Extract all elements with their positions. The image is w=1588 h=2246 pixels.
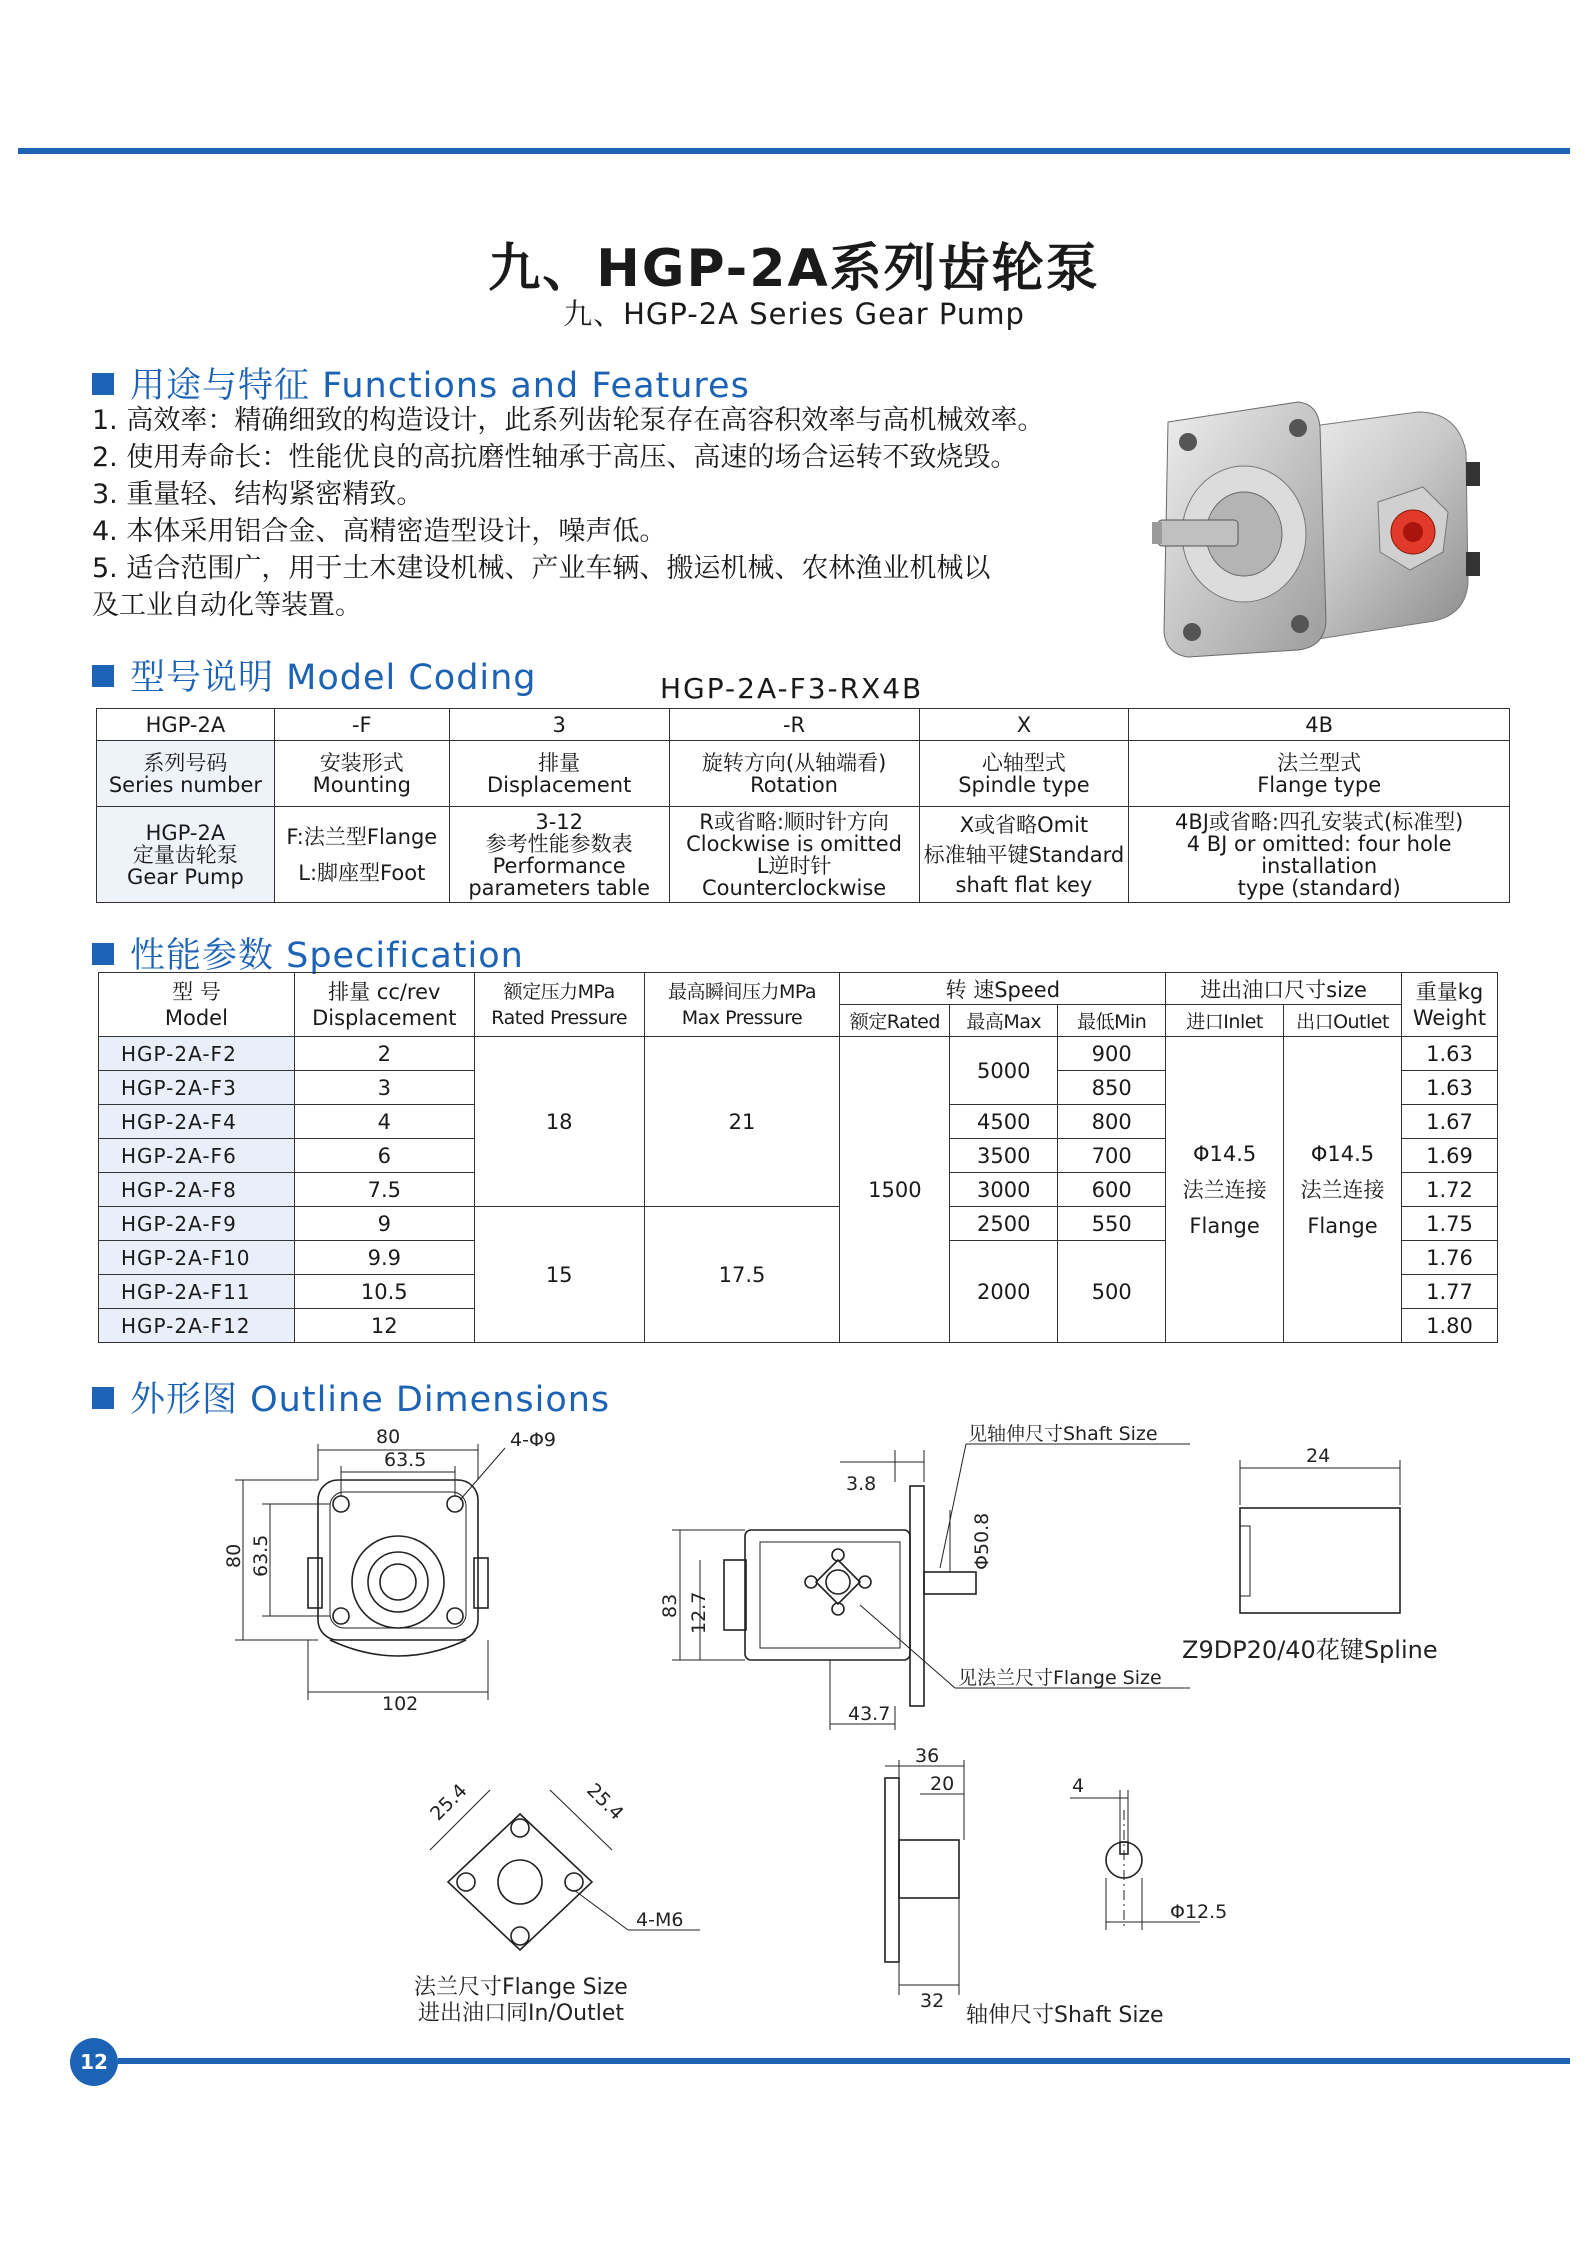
dim-front-63-5: 63.5 — [384, 1449, 427, 1471]
feature-item: 5. 适合范围广，用于土木建设机械、产业车辆、搬运机械、农林渔业机械以 — [92, 553, 991, 584]
coding-row-options — [97, 807, 1510, 903]
header-outlet: 出口Outlet — [1284, 1005, 1402, 1037]
speed-rated-cell: 1500 — [840, 1037, 950, 1343]
model-coding-table — [96, 708, 1510, 903]
header-speed-max: 最高Max — [950, 1005, 1058, 1037]
shaft-drawing — [885, 1760, 1200, 1995]
model-cell: HGP-2A-F9 — [99, 1207, 295, 1241]
table-row — [99, 1037, 1498, 1071]
speed-max-cell: 5000 — [950, 1037, 1058, 1105]
dim-flange-25-4-right: 25.4 — [582, 1779, 628, 1825]
speed-max-cell: 4500 — [950, 1105, 1058, 1139]
header-max-pressure: 最高瞬间压力MPa Max Pressure — [644, 973, 840, 1037]
coding-cell: -F — [274, 709, 449, 741]
outline-drawings — [0, 1410, 1588, 2030]
coding-cell: X或省略Omit 标准轴平键Standard shaft flat key — [919, 807, 1129, 903]
front-view-drawing — [235, 1444, 505, 1700]
pump-photo — [1148, 392, 1488, 664]
model-cell: HGP-2A-F10 — [99, 1241, 295, 1275]
speed-min-cell: 800 — [1058, 1105, 1166, 1139]
displacement-cell: 9 — [294, 1207, 474, 1241]
dim-side-83: 83 — [659, 1593, 681, 1618]
speed-max-cell: 3500 — [950, 1139, 1058, 1173]
inlet-cell: Φ14.5 法兰连接 Flange — [1166, 1037, 1284, 1343]
displacement-cell: 9.9 — [294, 1241, 474, 1275]
spline-label: Z9DP20/40花键Spline — [1182, 1636, 1438, 1664]
coding-cell: 3 — [449, 709, 669, 741]
shaft-size-label: 见轴伸尺寸Shaft Size — [968, 1423, 1158, 1445]
feature-item: 及工业自动化等装置。 — [92, 590, 362, 621]
dim-front-80: 80 — [376, 1426, 401, 1448]
weight-cell: 1.69 — [1401, 1139, 1497, 1173]
dim-front-v63-5: 63.5 — [250, 1534, 272, 1577]
outlet-cell: Φ14.5 法兰连接 Flange — [1284, 1037, 1402, 1343]
shaft-size-caption: 轴伸尺寸Shaft Size — [966, 2003, 1164, 2028]
feature-item: 1. 高效率：精确细致的构造设计，此系列齿轮泵存在高容积效率与高机械效率。 — [92, 405, 1045, 436]
dim-side-43-7: 43.7 — [848, 1703, 891, 1725]
coding-cell: HGP-2A 定量齿轮泵 Gear Pump — [97, 807, 275, 903]
dim-shaft-4: 4 — [1072, 1775, 1085, 1797]
speed-max-cell: 3000 — [950, 1173, 1058, 1207]
dim-front-102: 102 — [382, 1693, 419, 1715]
model-cell: HGP-2A-F3 — [99, 1071, 295, 1105]
coding-cell: R或省略:顺时针方向 Clockwise is omitted L逆时针 Counterclockwise — [669, 807, 919, 903]
speed-max-cell: 2500 — [950, 1207, 1058, 1241]
weight-cell: 1.76 — [1401, 1241, 1497, 1275]
dim-spline-24: 24 — [1306, 1445, 1331, 1467]
rated-pressure-cell: 15 — [474, 1207, 644, 1343]
outline-heading: 外形图 Outline Dimensions — [92, 1372, 610, 1422]
spec-heading: 性能参数 Specification — [92, 928, 524, 978]
displacement-cell: 6 — [294, 1139, 474, 1173]
coding-cell: X — [919, 709, 1129, 741]
coding-cell: 安装形式 Mounting — [274, 741, 449, 807]
dim-front-v80: 80 — [223, 1543, 245, 1568]
header-model: 型 号 Model — [99, 973, 295, 1037]
weight-cell: 1.77 — [1401, 1275, 1497, 1309]
coding-cell: 系列号码 Series number — [97, 741, 275, 807]
features-heading: 用途与特征 Functions and Features — [92, 358, 750, 408]
model-cell: HGP-2A-F6 — [99, 1139, 295, 1173]
header-rated-pressure: 额定压力MPa Rated Pressure — [474, 973, 644, 1037]
speed-min-cell: 500 — [1058, 1241, 1166, 1343]
flange-inout-caption: 进出油口同In/Outlet — [418, 2001, 625, 2026]
displacement-cell: 4 — [294, 1105, 474, 1139]
coding-cell: 旋转方向(从轴端看) Rotation — [669, 741, 919, 807]
coding-row-codes — [97, 709, 1510, 741]
dim-shaft-phi12-5: Φ12.5 — [1170, 1901, 1228, 1923]
dim-shaft-32: 32 — [920, 1990, 945, 2012]
coding-heading: 型号说明 Model Coding — [92, 650, 537, 700]
header-weight: 重量kg Weight — [1401, 973, 1497, 1037]
coding-row-names — [97, 741, 1510, 807]
coding-cell: 法兰型式 Flange type — [1129, 741, 1510, 807]
coding-cell: 4B — [1129, 709, 1510, 741]
coding-cell: 4BJ或省略:四孔安装式(标准型) 4 BJ or omitted: four hole installation type (standard) — [1129, 807, 1510, 903]
max-pressure-cell: 17.5 — [644, 1207, 840, 1343]
spline-drawing — [1240, 1460, 1400, 1613]
model-cell: HGP-2A-F8 — [99, 1173, 295, 1207]
section-square-icon — [92, 1387, 114, 1409]
displacement-cell: 3 — [294, 1071, 474, 1105]
features-list — [92, 402, 1044, 624]
dim-flange-25-4-left: 25.4 — [426, 1779, 472, 1826]
dim-side-phi50-8: Φ50.8 — [971, 1512, 993, 1570]
max-pressure-cell: 21 — [644, 1037, 840, 1207]
header-displacement: 排量 cc/rev Displacement — [294, 973, 474, 1037]
spec-table — [98, 972, 1498, 1343]
dim-shaft-36: 36 — [915, 1745, 940, 1767]
model-cell: HGP-2A-F2 — [99, 1037, 295, 1071]
coding-cell: -R — [669, 709, 919, 741]
speed-min-cell: 550 — [1058, 1207, 1166, 1241]
displacement-cell: 10.5 — [294, 1275, 474, 1309]
weight-cell: 1.80 — [1401, 1309, 1497, 1343]
speed-min-cell: 900 — [1058, 1037, 1166, 1071]
dim-front-holes: 4-Φ9 — [510, 1429, 556, 1451]
coding-cell: 排量 Displacement — [449, 741, 669, 807]
bottom-rule — [118, 2058, 1570, 2064]
weight-cell: 1.72 — [1401, 1173, 1497, 1207]
coding-cell: F:法兰型Flange L:脚座型Foot — [274, 807, 449, 903]
speed-min-cell: 850 — [1058, 1071, 1166, 1105]
displacement-cell: 2 — [294, 1037, 474, 1071]
model-cell: HGP-2A-F4 — [99, 1105, 295, 1139]
dim-flange-4-m6: 4-M6 — [636, 1909, 684, 1931]
dim-side-12-7: 12.7 — [688, 1591, 710, 1634]
header-speed-min: 最低Min — [1058, 1005, 1166, 1037]
weight-cell: 1.63 — [1401, 1037, 1497, 1071]
dim-side-3-8: 3.8 — [846, 1473, 877, 1495]
displacement-cell: 12 — [294, 1309, 474, 1343]
dim-shaft-20: 20 — [930, 1773, 955, 1795]
speed-max-cell: 2000 — [950, 1241, 1058, 1343]
weight-cell: 1.75 — [1401, 1207, 1497, 1241]
header-speed-rated: 额定Rated — [840, 1005, 950, 1037]
coding-cell: 心轴型式 Spindle type — [919, 741, 1129, 807]
page-subtitle: 九、HGP-2A Series Gear Pump — [563, 297, 1025, 331]
section-square-icon — [92, 943, 114, 965]
model-code: HGP-2A-F3-RX4B — [660, 672, 924, 705]
section-square-icon — [92, 665, 114, 687]
top-rule — [18, 148, 1570, 154]
displacement-cell: 7.5 — [294, 1173, 474, 1207]
weight-cell: 1.67 — [1401, 1105, 1497, 1139]
header-port-size: 进出油口尺寸size — [1166, 973, 1402, 1005]
speed-min-cell: 600 — [1058, 1173, 1166, 1207]
model-cell: HGP-2A-F12 — [99, 1309, 295, 1343]
flange-size-label: 见法兰尺寸Flange Size — [958, 1667, 1162, 1689]
page-title: 九、HGP-2A系列齿轮泵 — [488, 239, 1100, 299]
weight-cell: 1.63 — [1401, 1071, 1497, 1105]
header-inlet: 进口Inlet — [1166, 1005, 1284, 1037]
page-number-badge: 12 — [70, 2038, 118, 2086]
header-speed: 转 速Speed — [840, 973, 1166, 1005]
coding-cell: 3-12 参考性能参数表 Performance parameters table — [449, 807, 669, 903]
model-cell: HGP-2A-F11 — [99, 1275, 295, 1309]
flange-size-caption: 法兰尺寸Flange Size — [414, 1975, 628, 2000]
coding-cell: HGP-2A — [97, 709, 275, 741]
feature-item: 2. 使用寿命长：性能优良的高抗磨性轴承于高压、高速的场合运转不致烧毁。 — [92, 442, 1018, 473]
section-square-icon — [92, 373, 114, 395]
feature-item: 3. 重量轻、结构紧密精致。 — [92, 479, 424, 510]
rated-pressure-cell: 18 — [474, 1037, 644, 1207]
feature-item: 4. 本体采用铝合金、高精密造型设计，噪声低。 — [92, 516, 667, 547]
speed-min-cell: 700 — [1058, 1139, 1166, 1173]
